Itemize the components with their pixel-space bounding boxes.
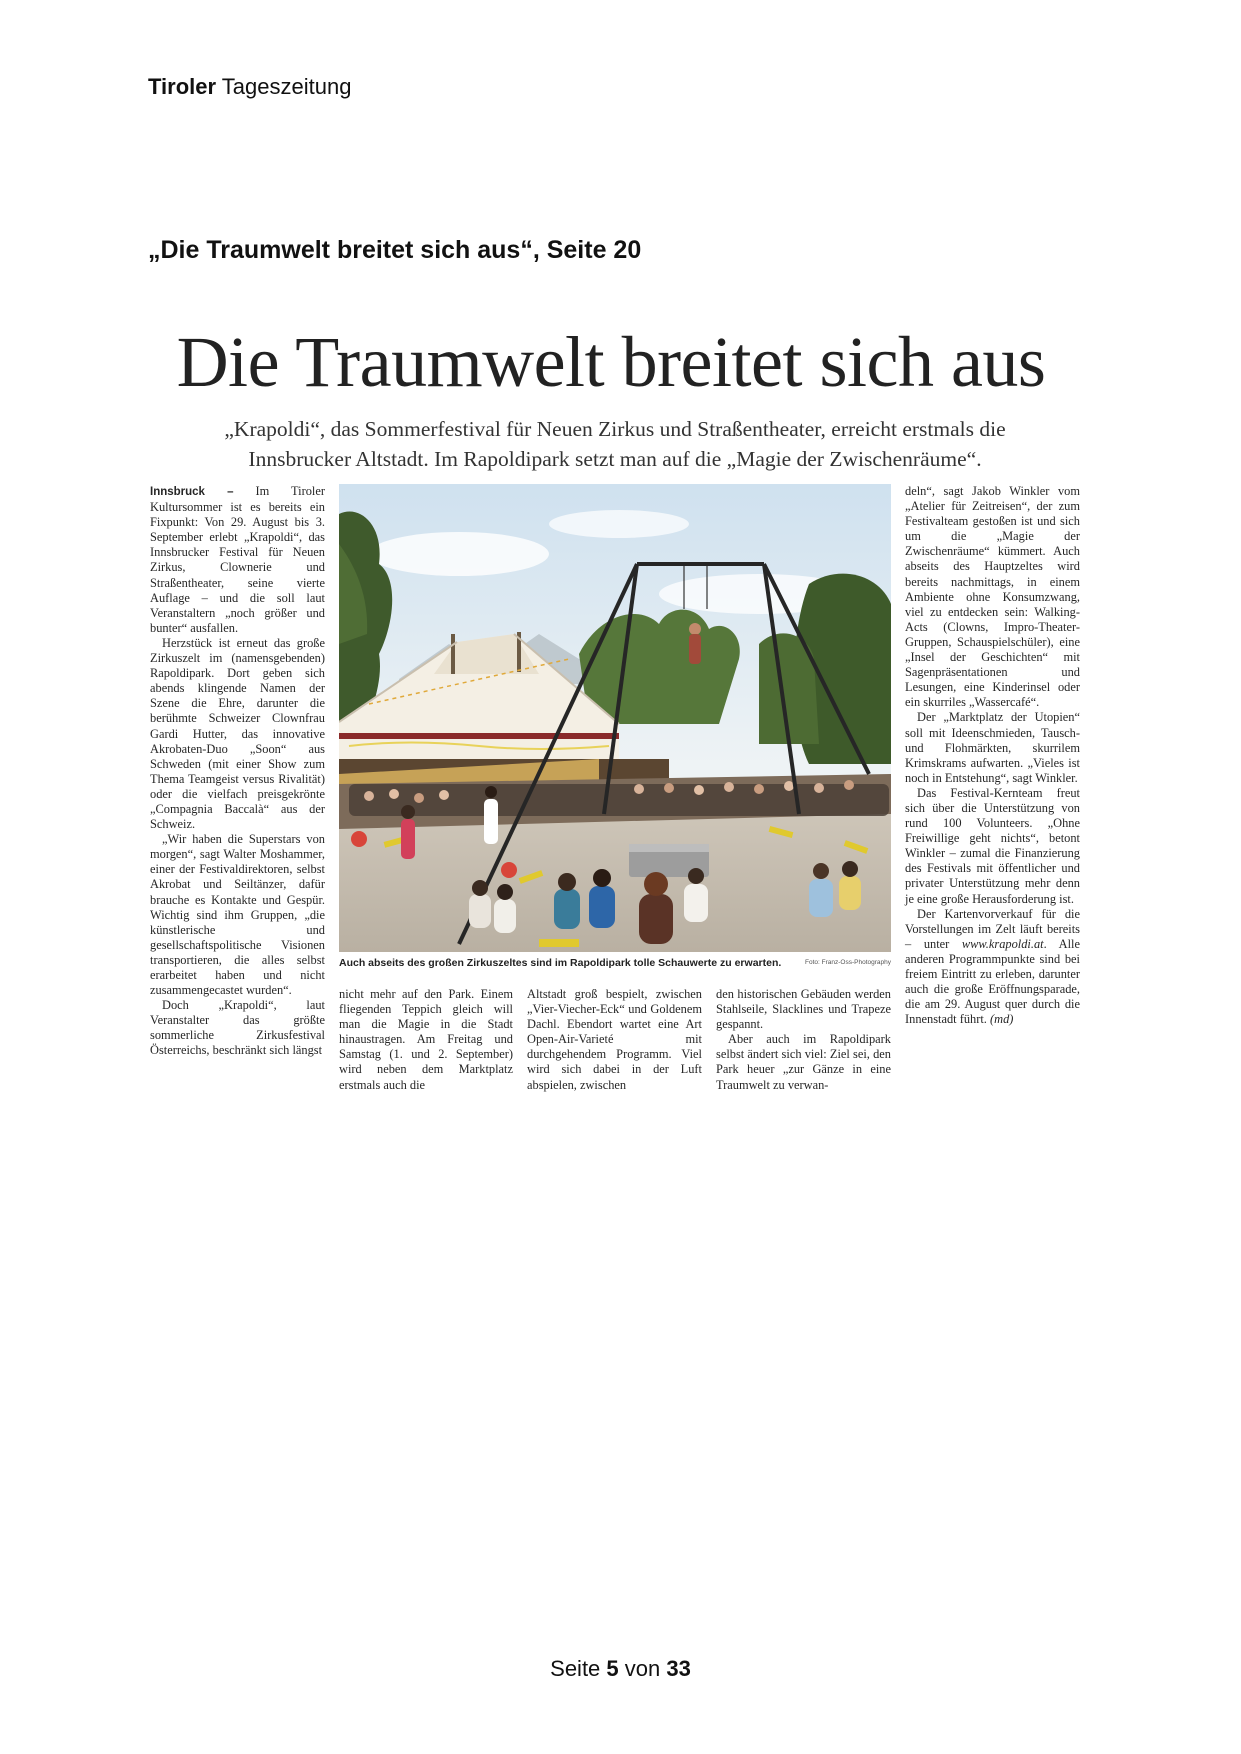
article-paragraph: „Wir haben die Superstars von morgen“, sagt Walter Moshammer, einer der Festivaldirektoren, selbst Akrobat und Seiltänzer, dafür brauche es Kontakte und Gespür. Wichtig sind ihm Gruppen, „die künstlerische und gesellschaftspolitische Visionen transportieren, die alles selbst erarbeitet haben und nicht zusammengecastet wurden“.	[150, 832, 325, 998]
website-url: www.krapoldi.at	[961, 936, 1044, 951]
page-label: Seite	[550, 1656, 607, 1681]
article-photo	[339, 484, 891, 952]
article-reference: „Die Traumwelt breitet sich aus“, Seite 20	[148, 236, 642, 264]
publication-name	[148, 74, 351, 100]
article-column-2	[339, 987, 513, 1095]
current-page-number: 5	[606, 1656, 619, 1681]
paragraph-text: Im Tiroler Kultursommer ist es bereits ein Fixpunkt: Von 29. August bis 3. September erlebt „Krapoldi“, das Innsbrucker Festival für Neuen Zirkus, Clownerie und Straßentheater, seine vierte Auflage – und die soll laut Veranstaltern „noch größer und bunter“ ausfallen.	[150, 484, 325, 635]
article-headline: Die Traumwelt breitet sich aus	[176, 322, 1046, 402]
article-column-3	[527, 987, 702, 1095]
article-column-1	[150, 484, 325, 1096]
article-paragraph: nicht mehr auf den Park. Einem fliegenden Teppich gleich will man die Magie in die Stadt hinaustragen. Am Freitag und Samstag (1. und 2. September) wird neben dem Marktplatz erstmals auch die	[339, 987, 513, 1092]
photo-credit: Foto: Franz-Oss-Photography	[805, 959, 891, 966]
publication-name-bold: Tiroler	[148, 74, 217, 99]
publication-name-rest: Tageszeitung	[216, 74, 352, 99]
article-paragraph: Doch „Krapoldi“, laut Veranstalter das größte sommerliche Zirkusfestival Österreichs, beschränkt sich längst	[150, 998, 325, 1058]
dateline: Innsbruck –	[150, 486, 234, 498]
article-paragraph	[150, 484, 325, 636]
author-initials: (md)	[990, 1012, 1014, 1027]
page-footer	[0, 1656, 1241, 1682]
article-subheadline: „Krapoldi“, das Sommerfestival für Neuen Zirkus und Straßentheater, erreicht erstmals die Innsbrucker Altstadt. Im Rapoldipark setzt man auf die „Magie der Zwischenräume“.	[224, 417, 1006, 471]
article-column-4	[716, 987, 891, 1095]
article-column-5	[905, 484, 1080, 1096]
article-paragraph: Altstadt groß bespielt, zwischen „Vier-Viecher-Eck“ und Goldenem Dachl. Ebendort wartet eine Art Open-Air-Varieté mit durchgehendem Programm. Viel wird sich dabei in der Luft abspielen, zwischen	[527, 987, 702, 1092]
article-paragraph: Herzstück ist erneut das große Zirkuszelt im (namensgebenden) Rapoldipark. Dort geben sich abends klingende Namen der Szene die Ehre, darunter die berühmte Schweizer Clownfrau Gardi Hutter, das innovative Akrobaten-Duo „Soon“ aus Schweden (mit einer Show zum Thema Teamgeist versus Rivalität) oder die vielfach preisgekrönte „Compagnia Baccalà“ aus der Schweiz.	[150, 635, 325, 832]
page-of-label: von	[618, 1656, 667, 1681]
photo-caption-bar	[339, 956, 891, 976]
paragraph-text: . Alle anderen Programmpunkte sind bei freiem Eintritt zu erleben, darunter auch die große Eröffnungsparade, die am 29. August quer durch die Innenstadt führt.	[905, 936, 1080, 1027]
total-page-count: 33	[666, 1656, 691, 1681]
article-paragraph: deln“, sagt Jakob Winkler vom „Atelier für Zeitreisen“, der zum Festivalteam gestoßen ist und sich um die „Magie der Zwischenräume“ kümmert. Auch abseits des Hauptzeltes wird bereits nachmittags, in einem Ambiente ohne Konsumzwang, viel zu entdecken sein: Walking-Acts (Clowns, Impro-Theater-Gruppen, Schauspielschüler), eine „Insel der Geschichten“ mit Sagenpräsentationen und Lesungen, eine Kinderinsel oder ein skurriles „Wassercafé“.	[905, 484, 1080, 710]
article-paragraph: Das Festival-Kernteam freut sich über die Unterstützung von rund 100 Volunteers. „Ohne Freiwillige geht nichts“, betont Winkler – zumal die Finanzierung des Festivals mit öffentlicher und privater Unterstützung mehr denn je eine große Herausforderung ist.	[905, 785, 1080, 906]
paragraph-text: Der Kartenvorverkauf für die Vorstellungen im Zelt läuft bereits – unter	[905, 906, 1080, 951]
article-paragraph: den historischen Gebäuden werden Stahlseile, Slacklines und Trapeze gespannt.	[716, 987, 891, 1032]
article-paragraph: Aber auch im Rapoldipark selbst ändert sich viel: Ziel sei, den Park heuer „zur Gänze in eine Traumwelt zu verwan-	[716, 1032, 891, 1092]
article-paragraph	[905, 907, 1080, 1028]
article-paragraph: Der „Marktplatz der Utopien“ soll mit Ideenschmieden, Tausch- und Flohmärkten, skurrilem Krimskrams aufwarten. „Vieles ist noch in Entstehung“, sagt Winkler.	[905, 710, 1080, 785]
circus-scene-image	[339, 484, 891, 952]
photo-caption: Auch abseits des großen Zirkuszeltes sind im Rapoldipark tolle Schauwerte zu erwarten.	[339, 957, 782, 969]
